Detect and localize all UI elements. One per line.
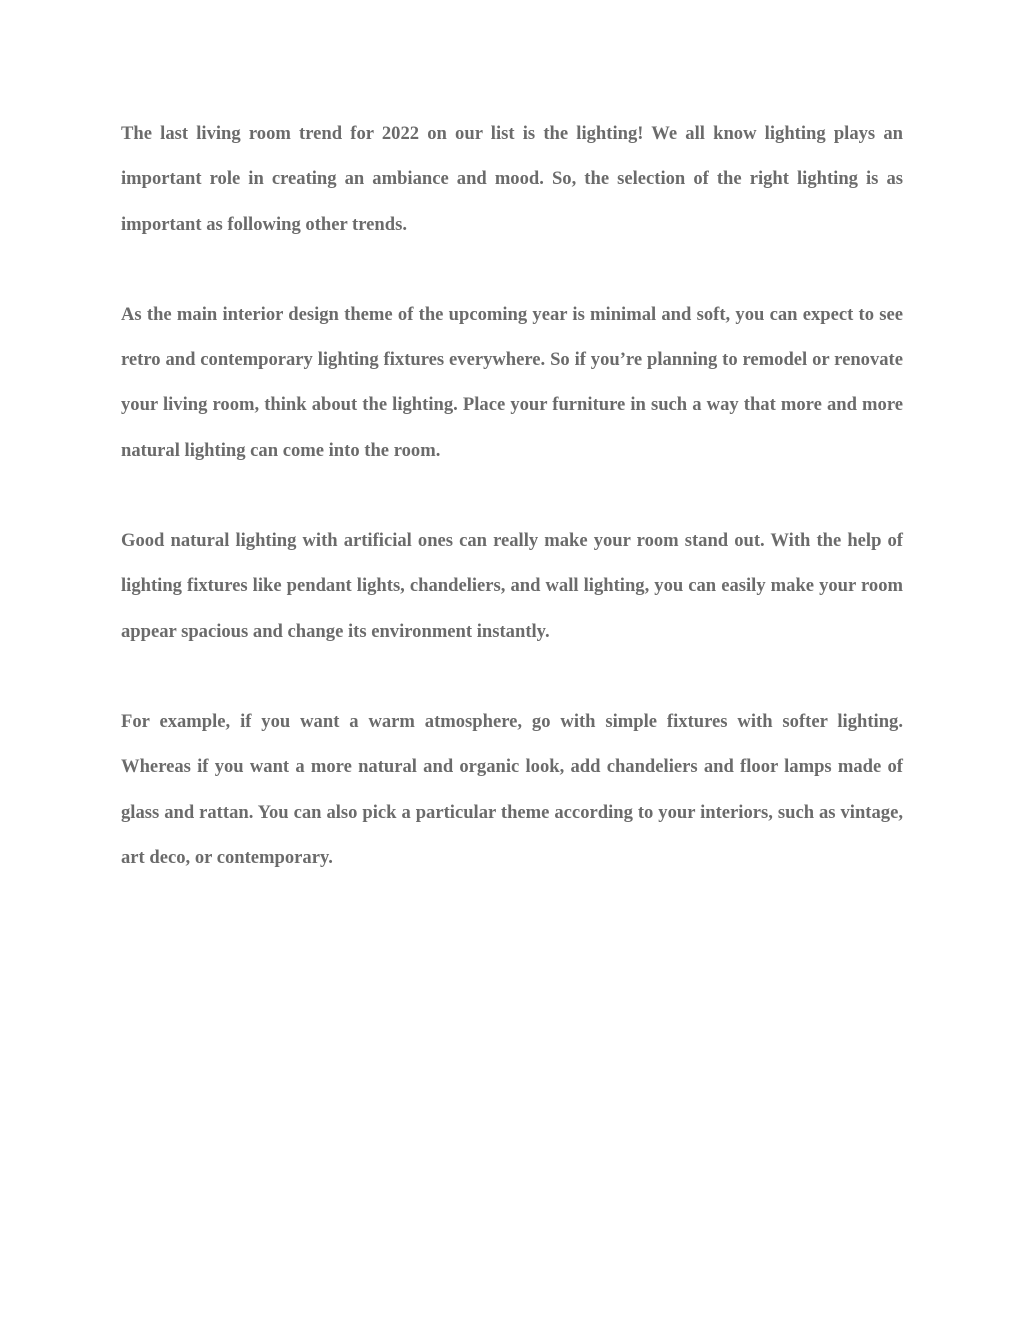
paragraph-lighting-trend: The last living room trend for 2022 on our list is the lighting! We all know lighting plays an important role in creating an ambiance and mood. So, the selection of the right lighting is as important as following other trends. bbox=[121, 123, 903, 235]
document-body bbox=[121, 111, 903, 880]
paragraph-design-theme: As the main interior design theme of the upcoming year is minimal and soft, you can expect to see retro and contemporary lighting fixtures everywhere. So if you’re planning to remodel or renovate your living room, think about the lighting. Place your furniture in such a way that more and more natural lighting can come into the room. bbox=[121, 303, 903, 461]
paragraph-natural-lighting: Good natural lighting with artificial ones can really make your room stand out. With the help of lighting fixtures like pendant lights, chandeliers, and wall lighting, you can easily make your room appear spacious and change its environment instantly. bbox=[121, 530, 903, 642]
paragraph-example-fixtures: For example, if you want a warm atmosphere, go with simple fixtures with softer lighting. Whereas if you want a more natural and organic look, add chandeliers and floor lamps made of glass and rattan. You can also pick a particular theme according to your interiors, such as vintage, art deco, or contemporary. bbox=[121, 710, 903, 868]
